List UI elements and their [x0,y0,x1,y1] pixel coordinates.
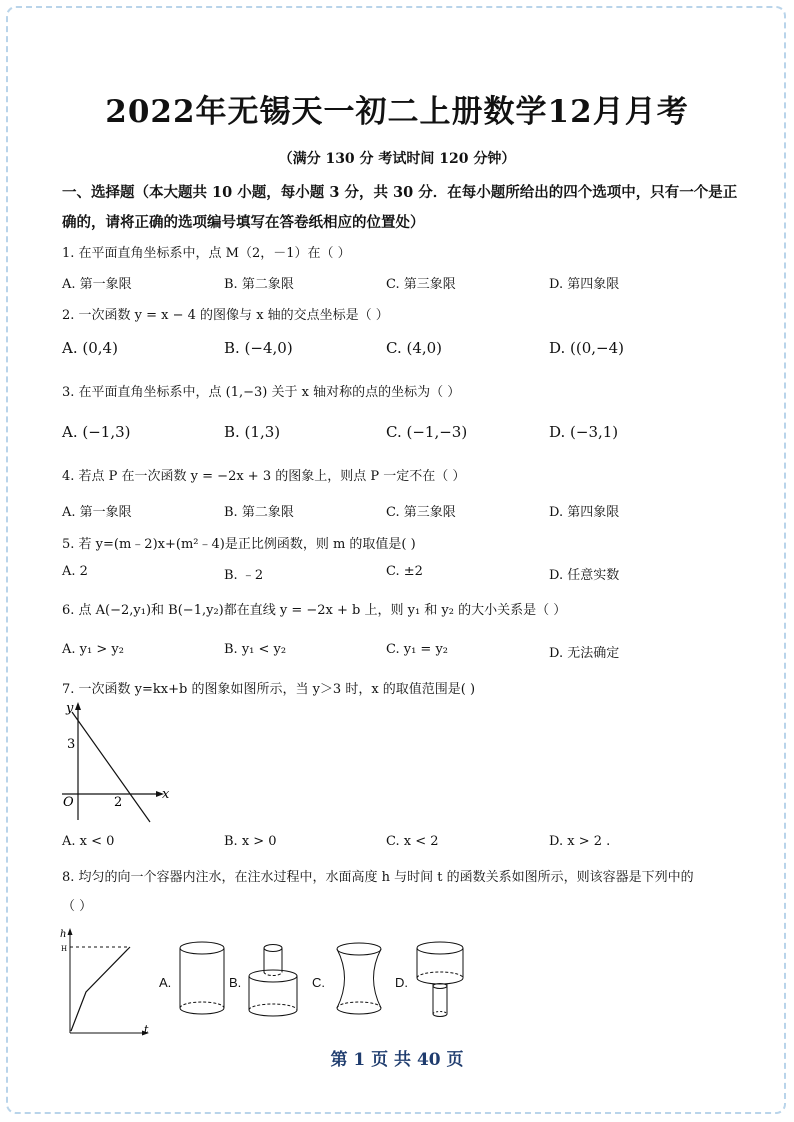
q7-option-c: C. x < 2 [386,834,439,849]
q5-option-d: D. 任意实数 [549,568,620,583]
q1-option-d: D. 第四象限 [549,277,620,292]
q5-option-a: A. 2 [62,564,88,579]
q8-container-a [176,938,228,1020]
question-8-paren: （ ） [62,899,93,914]
q6-option-a: A. y₁ > y₂ [62,642,124,657]
q8-container-c [332,940,386,1020]
q8-h-label: h [60,929,67,940]
section-header: 一、选择题（本大题共 10 小题，每小题 3 分，共 30 分．在每小题所给出的四个选项中，只有一个是正确的，请将正确的选项编号填写在答卷纸相应的位置处） [62,184,738,231]
question-4: 4. 若点 P 在一次函数 y = −2x + 3 的图象上，则点 P 一定不在（ ） [62,469,466,484]
q8-height-time-graph [58,925,158,1037]
q8-t-label: t [144,1023,149,1036]
q6-option-c: C. y₁ = y₂ [386,642,449,657]
q4-option-a: A. 第一象限 [62,505,132,520]
q1-option-b: B. 第二象限 [224,277,294,292]
q2-option-c: C. (4,0) [386,339,443,357]
q6-option-d: D. 无法确定 [549,646,620,661]
question-8: 8. 均匀的向一个容器内注水，在注水过程中，水面高度 h 与时间 t 的函数关系如图所示，则该容器是下列中的 [62,870,694,885]
question-3: 3. 在平面直角坐标系中，点 (1,−3) 关于 x 轴对称的点的坐标为（ ） [62,385,461,400]
q8-option-d: D. [395,975,408,990]
q4-option-b: B. 第二象限 [224,505,294,520]
q7-x-label: x [162,787,170,802]
q3-option-d: D. (−3,1) [549,423,619,441]
q7-y-arrow [75,702,81,710]
q8-option-a: A. [159,975,172,990]
q8-container-b [245,940,301,1020]
q7-option-b: B. x > 0 [224,834,277,849]
q3-option-b: B. (1,3) [224,423,281,441]
question-6: 6. 点 A(−2,y₁)和 B(−1,y₂)都在直线 y = −2x + b 上，则 y₁ 和 y₂ 的大小关系是（ ） [62,603,567,618]
q1-option-c: C. 第三象限 [386,277,456,292]
q2-option-a: A. (0,4) [62,339,118,357]
page-title: 2022年无锡天一初二上册数学12月月考 [105,94,689,130]
q4-option-c: C. 第三象限 [386,505,456,520]
q2-option-b: B. (−4,0) [224,339,293,357]
question-2: 2. 一次函数 y = x − 4 的图像与 x 轴的交点坐标是（ ） [62,308,389,323]
q7-line-graph [58,700,173,826]
page-number: 第 1 页 共 40 页 [330,1050,464,1070]
q2-option-d: D. ((0,−4) [549,339,625,357]
q8-function-curve [71,947,130,1031]
q8-option-c: C. [312,975,325,990]
q4-option-d: D. 第四象限 [549,505,620,520]
q7-y-intercept-label: 3 [67,737,76,752]
q7-x-intercept-label: 2 [114,795,123,810]
q3-option-c: C. (−1,−3) [386,423,468,441]
q7-y-label: y [66,701,74,716]
question-7: 7. 一次函数 y=kx+b 的图象如图所示，当 y＞3 时，x 的取值范围是( ) [62,682,476,697]
q7-option-d: D. x > 2 . [549,834,611,849]
q8-container-d [412,938,468,1022]
question-1: 1. 在平面直角坐标系中，点 M（2，－1）在（ ） [62,246,351,261]
q8-option-b: B. [229,975,242,990]
exam-info: （满分 130 分 考试时间 120 分钟） [278,151,516,167]
q5-option-b: B. ﹣2 [224,568,264,583]
q5-option-c: C. ±2 [386,564,423,579]
q7-origin-label: O [63,795,74,810]
q7-function-line [72,712,150,822]
q1-option-a: A. 第一象限 [62,277,132,292]
q8-h-arrow [68,928,73,935]
question-5: 5. 若 y=(m﹣2)x+(m²﹣4)是正比例函数，则 m 的取值是( ) [62,537,416,552]
q3-option-a: A. (−1,3) [62,423,131,441]
q8-H-mark: H [61,945,68,953]
q7-option-a: A. x < 0 [62,834,115,849]
q6-option-b: B. y₁ < y₂ [224,642,287,657]
